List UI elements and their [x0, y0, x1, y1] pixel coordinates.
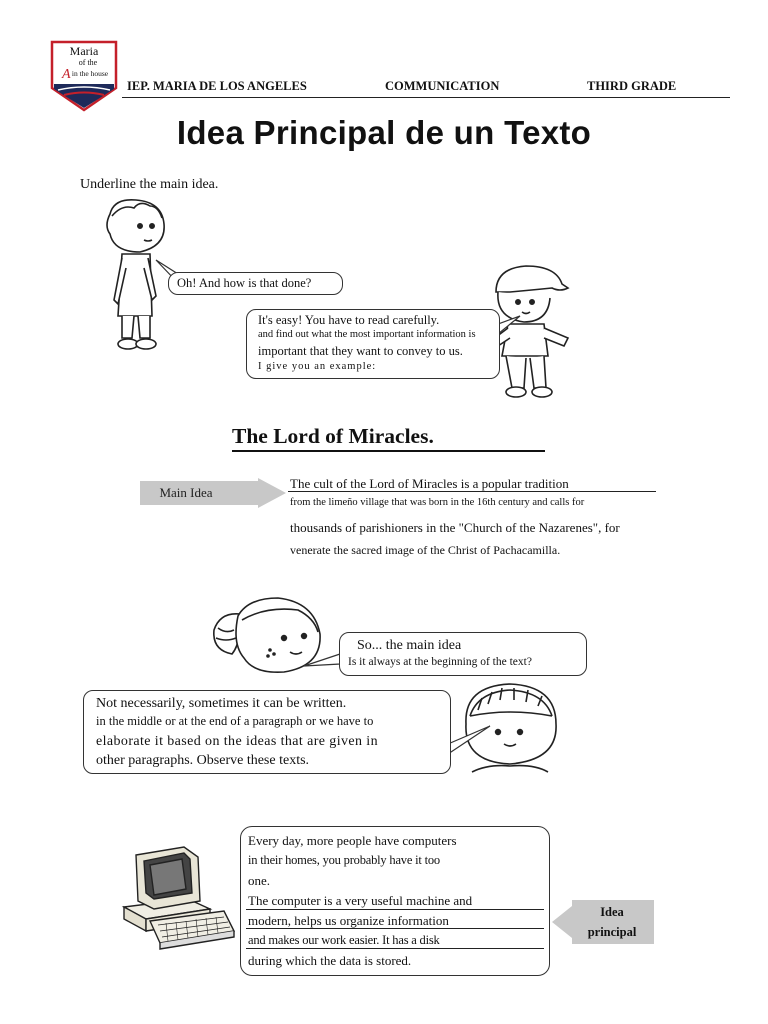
grade-name: THIRD GRADE [587, 79, 677, 93]
computer-line-2: in their homes, you probably have it too [248, 853, 440, 867]
answer-line-3: important that they want to convey to us. [258, 344, 463, 358]
computer-text-box [240, 826, 550, 976]
example-line-3: thousands of parishioners in the "Church of the Nazarenes", for [290, 520, 620, 535]
header-rule [122, 97, 730, 98]
speech-bubble-answer [246, 309, 500, 379]
example-title-underline [232, 450, 545, 452]
answer-line-1: It's easy! You have to read carefully. [258, 313, 440, 327]
main-idea-label: Main Idea [159, 485, 213, 500]
computer-underline-3 [246, 948, 544, 949]
computer-underline-1 [246, 909, 544, 910]
example-line-4: venerate the sacred image of the Christ of Pachacamilla. [290, 543, 561, 557]
logo-text-1: Maria [69, 44, 99, 58]
computer-underline-2 [246, 928, 544, 929]
girl-question-2: Is it always at the beginning of the text? [348, 656, 532, 668]
idea-principal-line-2: principal [587, 925, 637, 939]
example-line-2: from the limeño village that was born in the 16th century and calls for [290, 497, 585, 508]
school-name: IEP. MARIA DE LOS ANGELES [127, 79, 307, 93]
computer-line-4: The computer is a very useful machine and [248, 893, 473, 908]
computer-line-7: during which the data is stored. [248, 953, 412, 968]
instruction: Underline the main idea. [80, 177, 219, 192]
computer-line-3: one. [248, 873, 271, 888]
computer-illustration [120, 845, 236, 960]
speech-bubble-question [168, 272, 343, 295]
school-logo [50, 40, 118, 112]
speech-bubble-child [83, 690, 451, 774]
child-answer-3: elaborate it based on the ideas that are given in [96, 734, 378, 749]
child-answer-2: in the middle or at the end of a paragraph or we have to [96, 714, 374, 728]
example-line-1: The cult of the Lord of Miracles is a popular tradition [290, 476, 569, 491]
idea-principal-line-1: Idea [600, 905, 624, 919]
example-title: The Lord of Miracles. [232, 424, 434, 448]
child-answer-1: Not necessarily, sometimes it can be written. [96, 696, 347, 711]
example-underline [288, 491, 656, 492]
answer-line-4: I give you an example: [258, 361, 377, 372]
logo-text-2: of the [78, 58, 98, 67]
computer-line-5: modern, helps us organize information [248, 913, 449, 928]
idea-principal-label [572, 902, 652, 942]
answer-line-2: and find out what the most important information is [258, 329, 476, 340]
page-title: Idea Principal de un Texto [176, 114, 592, 151]
subject-name: COMMUNICATION [385, 79, 500, 93]
logo-text-3: in the house [71, 69, 109, 78]
computer-line-6: and makes our work easier. It has a disk [248, 933, 440, 947]
computer-line-1: Every day, more people have computers [248, 833, 457, 848]
child-answer-4: other paragraphs. Observe these texts. [96, 753, 310, 768]
speech-bubble-girl [339, 632, 587, 676]
girl-question-1: So... the main idea [357, 638, 462, 653]
bubble-question-text: Oh! And how is that done? [177, 276, 312, 290]
svg-text:A: A [62, 67, 71, 82]
